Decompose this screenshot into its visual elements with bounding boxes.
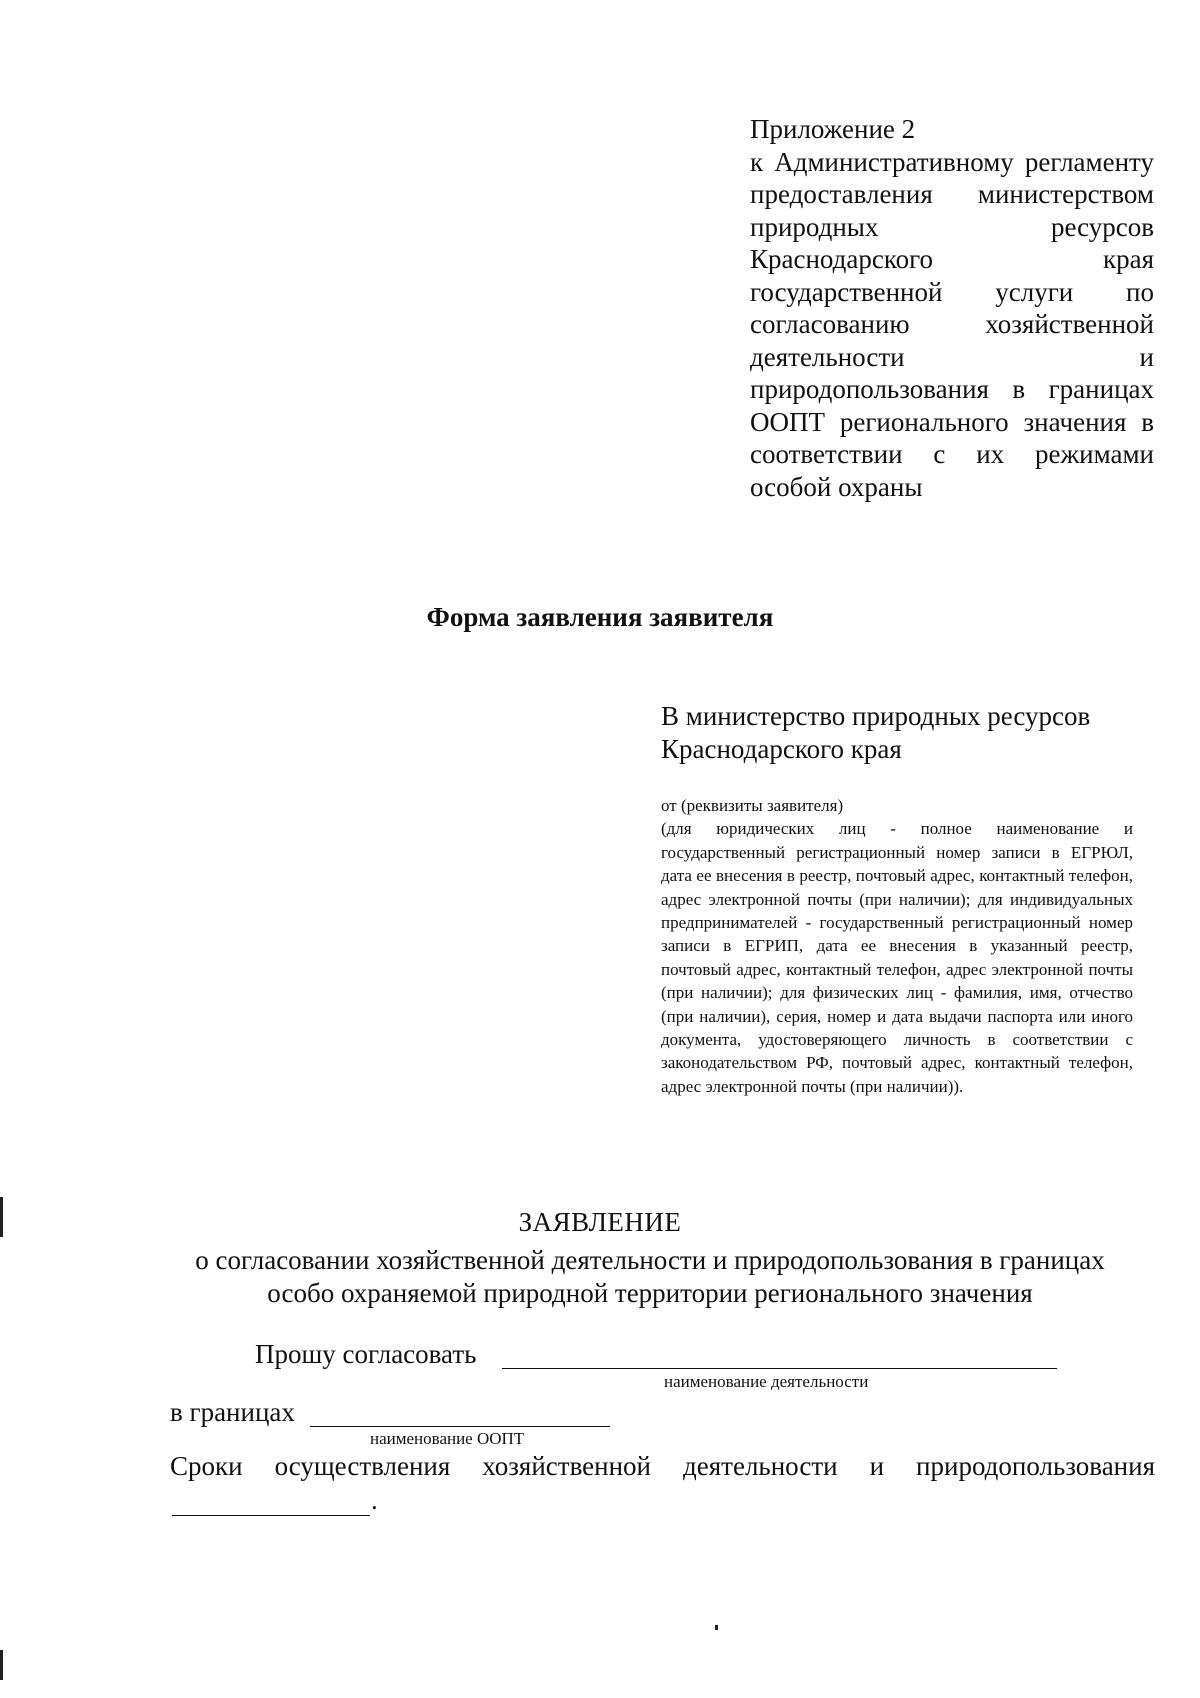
area-label: в границах bbox=[170, 1397, 295, 1427]
annex-block bbox=[750, 113, 1154, 503]
scan-mark-2 bbox=[0, 1650, 3, 1680]
requisites-text: (для юридических лиц - полное наименование и государственный регистрационный номер записи в ЕГРЮЛ, дата ее внесения в реестр, почтовый адрес, контактный телефон, адрес электронной почты (при наличии); для индивидуальных предпринимателей - государственный регистрационный номер записи в ЕГРИП, дата ее внесения в указанный реестр, почтовый адрес, контактный телефон, адрес электронной почты (при наличии); для физических лиц - фамилия, имя, отчество (при наличии), серия, номер и дата выдачи паспорта или иного документа, удостоверяющего личность в соответствии с законодательством РФ, почтовый адрес, контактный телефон, адрес электронной почты (при наличии)). bbox=[661, 819, 1133, 1096]
area-row bbox=[170, 1396, 295, 1428]
scan-mark-1 bbox=[0, 1197, 3, 1237]
activity-label: Прошу согласовать bbox=[255, 1339, 477, 1369]
requisites-label: от (реквизиты заявителя) bbox=[661, 796, 844, 815]
terms-label: Сроки осуществления хозяйственной деятельности и природопользования bbox=[170, 1451, 1155, 1481]
terms-input-line[interactable] bbox=[172, 1489, 370, 1516]
form-title bbox=[0, 602, 1200, 633]
statement-subtitle-line-1: о согласовании хозяйственной деятельности и природопользования в границах bbox=[195, 1245, 1105, 1275]
terms-end: . bbox=[371, 1485, 378, 1515]
requisites-block bbox=[661, 794, 1133, 1098]
statement-subtitle bbox=[150, 1244, 1150, 1310]
addressee-line-2: Краснодарского края bbox=[661, 734, 902, 764]
annex-body: к Административному регламенту предоставления министерством природных ресурсов Краснодарского края государственной услуги по согласованию хозяйственной деятельности и природопользования в границах ООПТ регионального значения в соответствии с их режимами особой охраны bbox=[750, 146, 1154, 502]
activity-caption: наименование деятельности bbox=[664, 1372, 869, 1391]
addressee-block bbox=[661, 700, 1141, 766]
statement-title: ЗАЯВЛЕНИЕ bbox=[518, 1207, 682, 1237]
activity-input-line[interactable] bbox=[502, 1342, 1057, 1369]
statement-subtitle-line-2: особо охраняемой природной территории регионального значения bbox=[267, 1278, 1033, 1308]
area-caption: наименование ООПТ bbox=[370, 1429, 525, 1448]
addressee-line-1: В министерство природных ресурсов bbox=[661, 701, 1091, 731]
activity-row bbox=[255, 1338, 476, 1370]
annex-title: Приложение 2 bbox=[750, 114, 916, 144]
form-title-text: Форма заявления заявителя bbox=[426, 602, 774, 632]
scan-dot bbox=[715, 1625, 718, 1630]
area-input-line[interactable] bbox=[310, 1400, 610, 1427]
